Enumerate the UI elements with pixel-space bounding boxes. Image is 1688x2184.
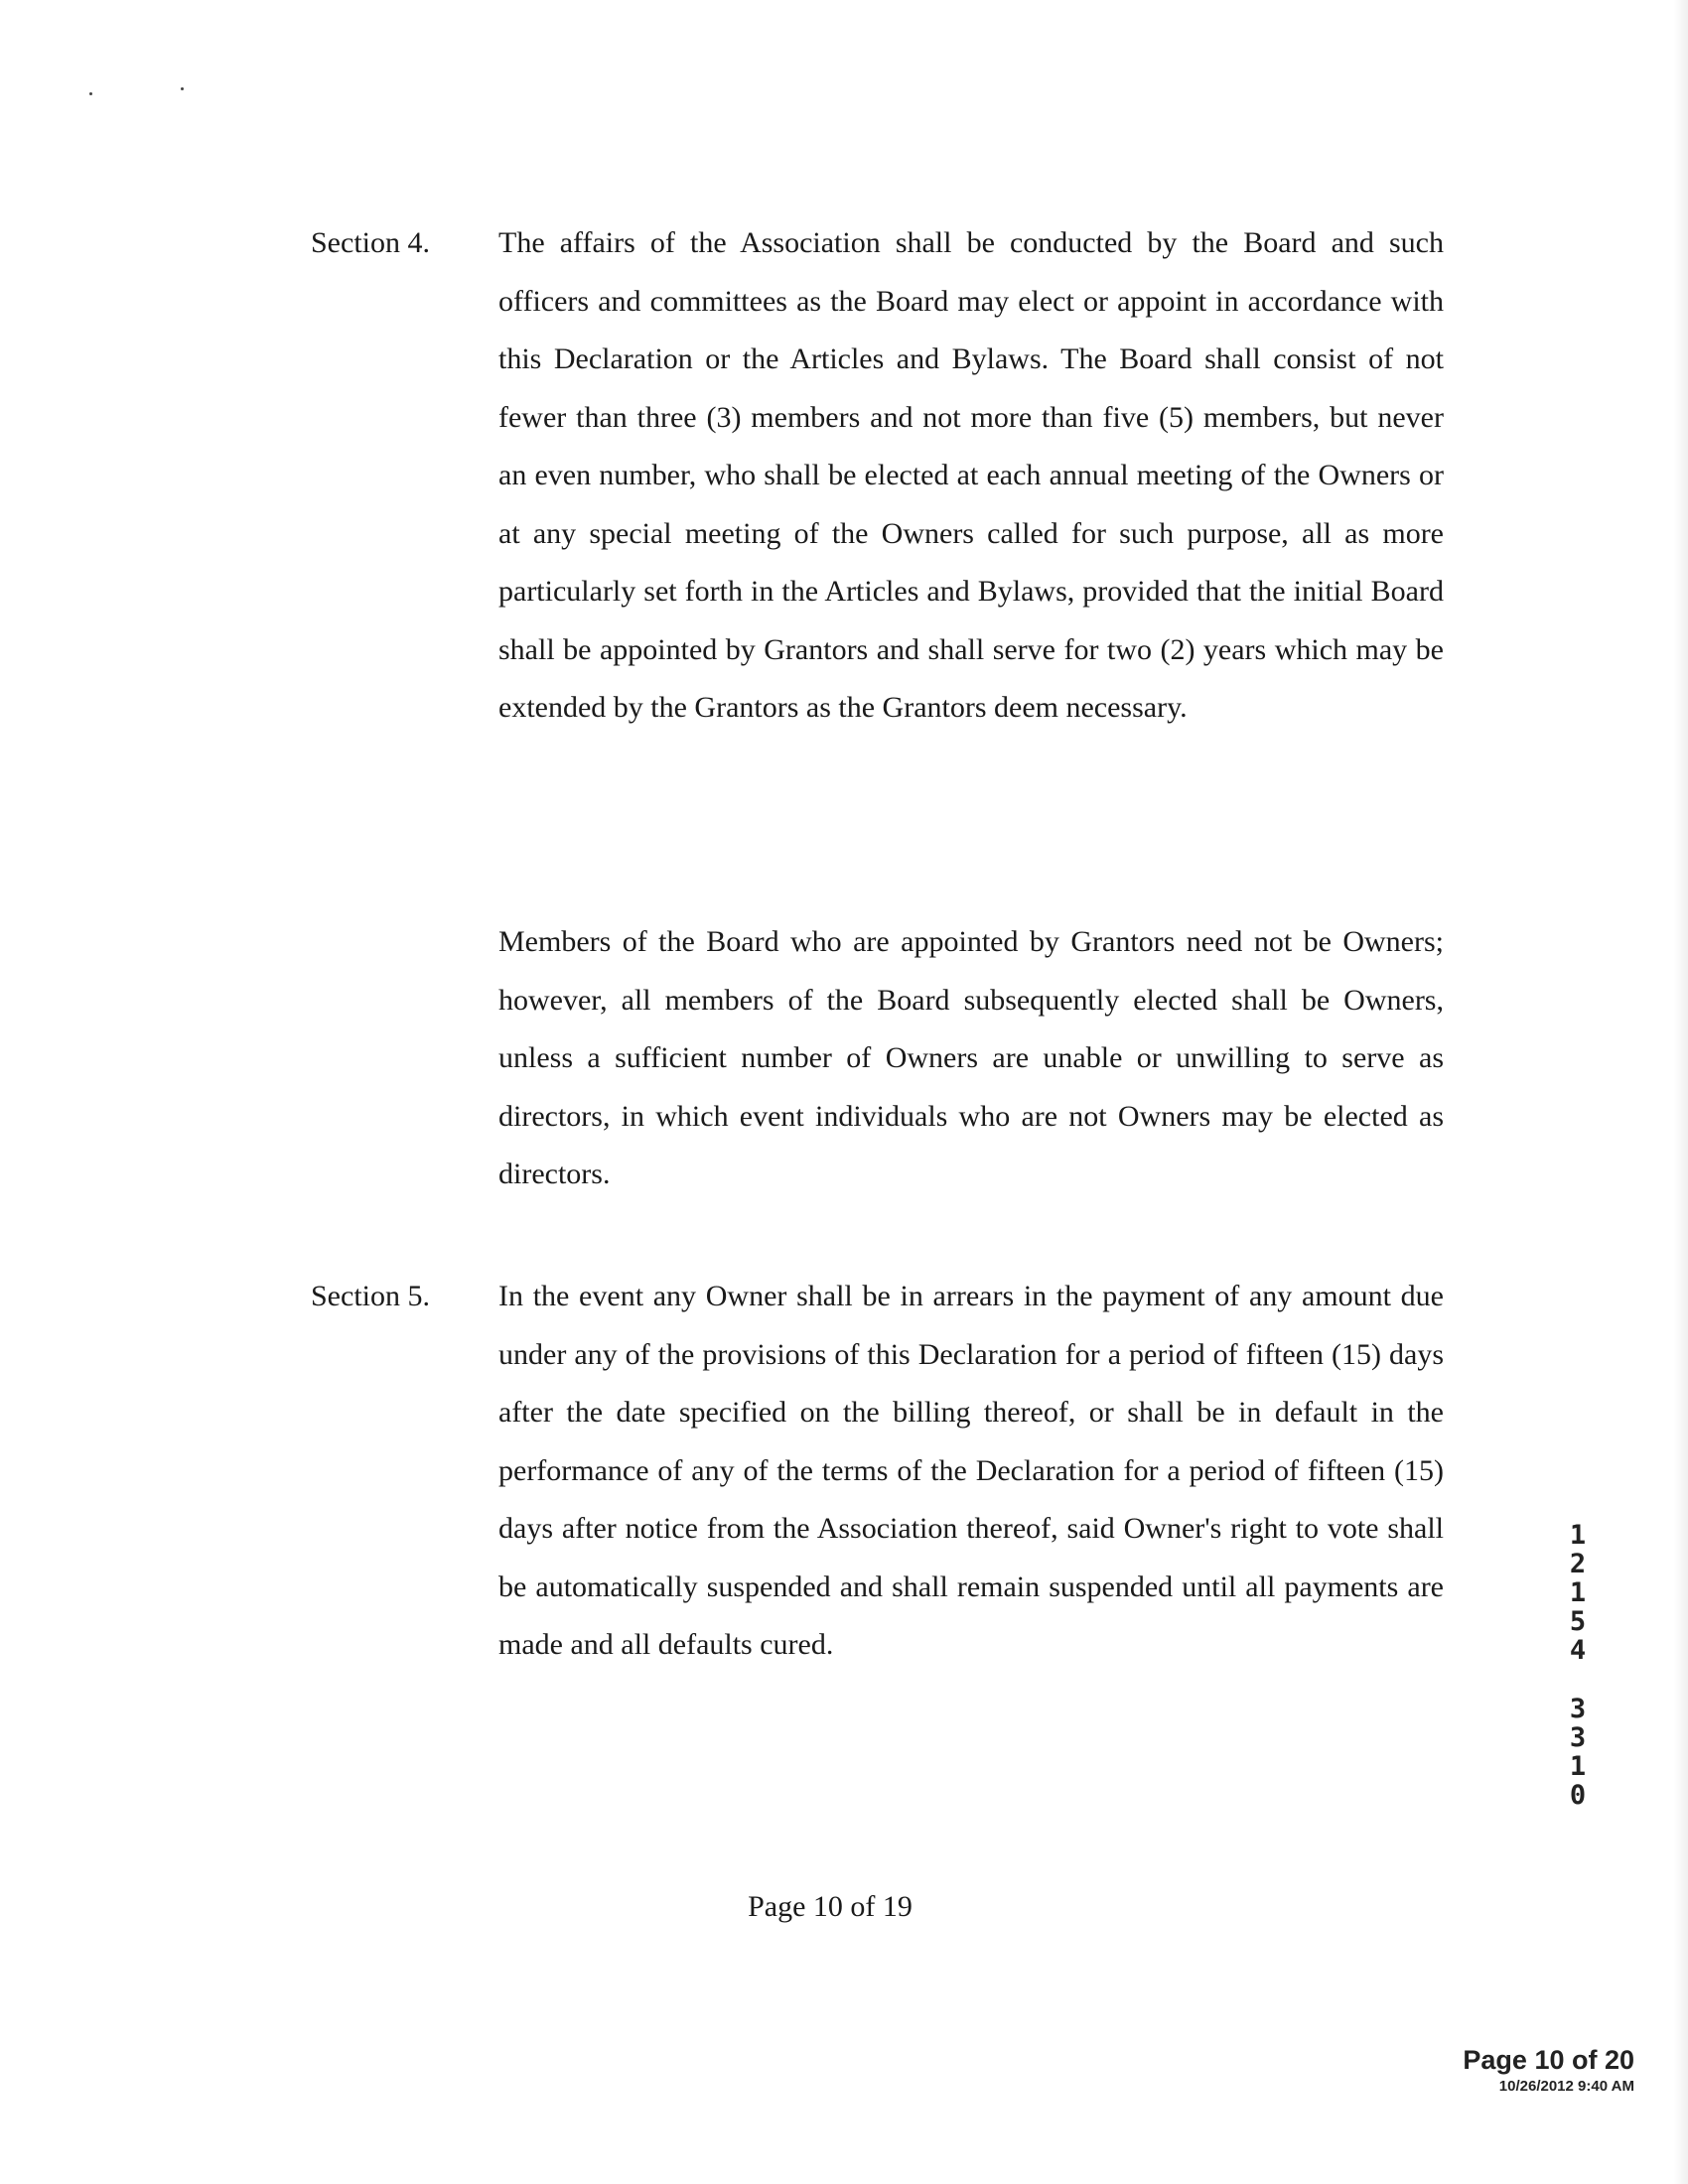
page-number: Page 10 of 19 <box>748 1890 913 1923</box>
stamp-digit: 3 <box>1569 1722 1587 1753</box>
vertical-recording-number <box>1561 1521 1595 1810</box>
section-4-label: Section 4. <box>311 226 430 259</box>
stamp-digit: 1 <box>1569 1520 1587 1551</box>
stamp-digit: 1 <box>1569 1751 1587 1782</box>
section-4-paragraph-2: Members of the Board who are appointed by Grantors need not be Owners; however, all members of the Board subsequently elected shall be Owners, unless a sufficient number of Owners are unable or unwilling to serve as directors, in which event individuals who are not Owners may be elected as directors. <box>498 925 1444 1190</box>
recorder-stamp <box>1463 2043 1634 2097</box>
stamp-digit: 1 <box>1569 1577 1587 1608</box>
stamp-digit: 3 <box>1569 1694 1587 1724</box>
recorder-page-count: Page 10 of 20 <box>1463 2045 1634 2075</box>
stamp-digit: 4 <box>1569 1635 1587 1666</box>
section-4-paragraph-1: The affairs of the Association shall be conducted by the Board and such officers and committees as the Board may elect or appoint in accordance with this Declaration or the Articles and Bylaws. The Board shall consist of not fewer than three (3) members and not more than five (5) members, but never an even number, who shall be elected at each annual meeting of the Owners or at any special meeting of the Owners called for such purpose, all as more particularly set forth in the Articles and Bylaws, provided that the initial Board shall be appointed by Grantors and shall serve for two (2) years which may be extended by the Grantors as the Grantors deem necessary. <box>498 226 1444 724</box>
recorder-timestamp: 10/26/2012 9:40 AM <box>1498 2078 1634 2095</box>
stamp-digit: 5 <box>1569 1606 1587 1637</box>
section-5-label: Section 5. <box>311 1280 430 1312</box>
stamp-digit: 0 <box>1569 1780 1587 1811</box>
stamp-digit: 2 <box>1569 1549 1587 1579</box>
section-5-paragraph-1: In the event any Owner shall be in arrears in the payment of any amount due under any of the provisions of this Declaration for a period of fifteen (15) days after the date specified on the billing thereof, or shall be in default in the performance of any of the terms of the Declaration for a period of fifteen (15) days after notice from the Association thereof, said Owner's right to vote shall be automatically suspended and shall remain suspended until all payments are made and all defaults cured. <box>498 1280 1444 1661</box>
scan-specks <box>89 87 189 99</box>
scan-edge-shadow <box>1674 0 1688 2184</box>
